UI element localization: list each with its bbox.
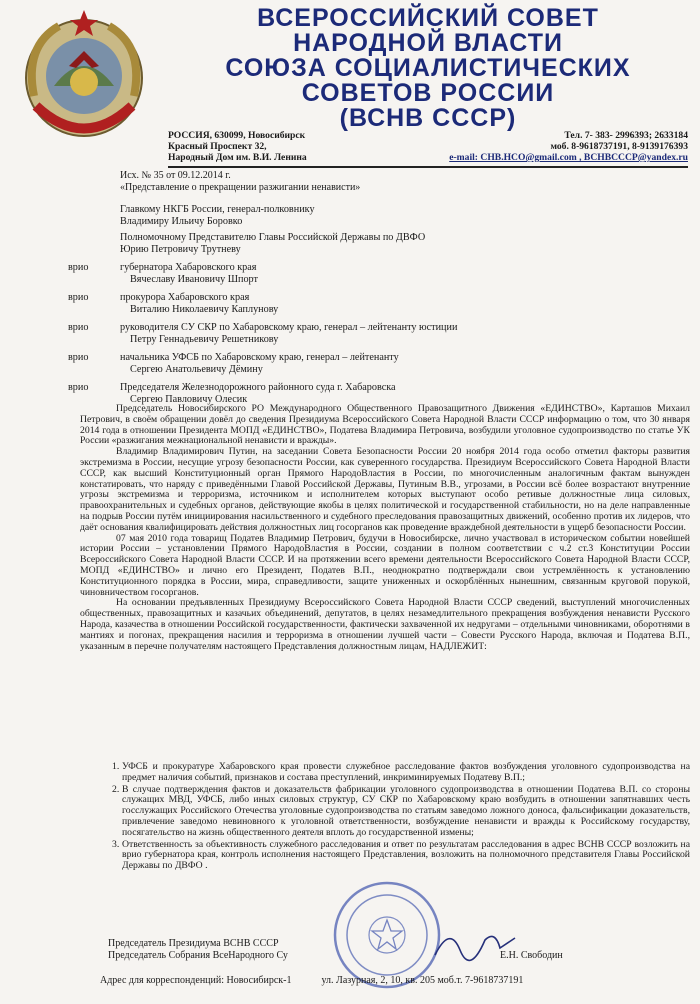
addressee-name: Сергею Павловичу Олесик: [130, 393, 248, 405]
addressee-name: Петру Геннадьевичу Решетникову: [130, 333, 279, 345]
mobile-line: моб. 8-9618737191, 8-9139176393: [550, 141, 688, 152]
organization-title: [168, 6, 688, 131]
title-line-3: СОЮЗА СОЦИАЛИСТИЧЕСКИХ: [225, 54, 631, 82]
address-line-2: Красный Проспект 32,: [168, 141, 267, 152]
body-paragraph: На основании предъявленных Президиуму Всероссийского Совета Народной Власти СССР сведений, выступлений многочисленных общественных, правозащитных и казачьих объединений, депутатов, в целях незамедлительного прекращения возбуждения ненависти Русского Народа, казачества в отношении Российской государственности, фактически захваченной их недругами – отдельными чиновниками, оборотнями в мантиях и погонах, прекращения насилия и терроризма в отношении лучшей части – Совести Русского Народа, включая и Податева В.П., указанным в перечне получателям настоящего Представления должностным лицам, НАДЛЕЖИТ:: [80, 597, 690, 652]
ussr-coat-of-arms-emblem: [14, 6, 154, 158]
signatory-title-1: Председатель Президиума ВСНВ СССР: [108, 938, 279, 949]
handwritten-signature: [430, 920, 520, 970]
addressee-position: руководителя СУ СКР по Хабаровскому краю, генерал – лейтенанту юстиции: [120, 322, 458, 333]
requirements-list: [80, 762, 690, 873]
item-number: 2.: [112, 783, 120, 795]
letter-body: [80, 404, 690, 652]
outgoing-number: Исх. № 35 от 09.12.2014 г.: [120, 170, 231, 181]
addressee-prefix: врио: [68, 322, 89, 333]
addressee-position: начальника УФСБ по Хабаровскому краю, генерал – лейтенанту: [120, 352, 399, 363]
addressee-name: Владимиру Ильичу Боровко: [120, 215, 243, 227]
addressee-prefix: врио: [68, 352, 89, 363]
contacts: [449, 130, 688, 163]
addressee-position: Председателя Железнодорожного районного суда г. Хабаровска: [120, 382, 396, 393]
title-line-2: НАРОДНОЙ ВЛАСТИ: [293, 29, 563, 57]
body-paragraph: Владимир Владимирович Путин, на заседании Совета Безопасности России 20 ноября 2014 года особо отметил факторы развития экстремизма в России, несущие угрозу безопасности России, как суверенного государства. Президиум Всероссийского Совета Народной Власти СССР, как высший Конституционный орган Прямого НародоВластия в России, по многочисленным аналогичным фактам вынужден констатировать, что наряду с приведёнными Главой Российской Державы, Путиным В.В., угрозами, в России всё более возрастают внутренние угрозы экстремизма и терроризма, источником и исполнителем которых выступают особо ретивые должностные лица силовых, правоохранительных и судебных органов, действующие якобы в целях политической и государственной стабильности, но на деле направленные на подрыв России путём инициирования насильственного и судебного преследования правозащитных движений, особенно против их лидеров, что даёт основания квалифицировать действия должностных лиц госорганов как проведение враждебной деятельности в ущерб безопасности России.: [80, 446, 690, 533]
header-divider: [168, 166, 688, 168]
addressee-position: Главкому НКГБ России, генерал-полковнику: [120, 204, 315, 215]
addressee-prefix: врио: [68, 382, 89, 393]
addressee-name: Виталию Николаевичу Каплунову: [130, 303, 279, 315]
document-subject: «Представление о прекращении разжигании ненависти»: [120, 182, 361, 193]
addressee-position: губернатора Хабаровского края: [120, 262, 257, 273]
correspondence-address: [100, 975, 523, 986]
body-paragraph: Председатель Новосибирского РО Международного Общественного Правозащитного Движения «ЕДИНСТВО», Карташов Михаил Петрович, в своём обращении довёл до сведения Президиума Всероссийского Совета Народной Власти СССР информацию о том, что 30 января 2014 года в отношении Президента МОПД «ЕДИНСТВО», Податева Владимира Петровича, возбудили уголовное судопроизводство по статье УК России «разжигания межнациональной ненависти и вражды».: [80, 403, 690, 447]
signatory-name: Е.Н. Свободин: [500, 950, 563, 961]
official-stamp: [332, 880, 442, 990]
title-line-5: (ВСНВ СССР): [339, 104, 517, 132]
requirement-item: [80, 762, 690, 784]
email-link[interactable]: e-mail: CHB.HCO@gmail.com , BCHBCCCP@yandex.ru: [449, 152, 688, 163]
item-text: Ответственность за объективность служебного расследования и ответ по результатам расследования в адрес ВСНВ СССР возложить на врио губернатора края, контроль исполнения настоящего Представления, возложить на полномочного представителя Главы Российской Державы по ДВФО .: [122, 838, 690, 872]
item-text: В случае подтверждения фактов и доказательств фабрикации уголовного судопроизводства в отношении Податева В.П. со стороны служащих МВД, УФСБ, либо иных силовых структур, СУ СКР по Хабаровскому краю возбудить в отношении запятнавших честь госслужащих Российского Отечества уголовные судопроизводства по статьям заведомо ложного доноса, фальсификации доказательств, привлечение заведомо невиновного к уголовной ответственности, возбуждение ненависти и вражды к Российскому государству, посягательство на жизнь общественного деятеля вплоть до государственной измены;: [122, 783, 690, 838]
requirement-item: [80, 840, 690, 872]
addressee-name: Сергею Анатольевичу Дёмину: [130, 363, 263, 375]
phone-line: Тел. 7- 383- 2996393; 2633184: [564, 130, 688, 141]
item-number: 1.: [112, 761, 120, 772]
address-line-1: РОССИЯ, 630099, Новосибирск: [168, 130, 306, 141]
footer-text-1: Адрес для корреспонденций: Новосибирск-1: [100, 975, 292, 986]
document-reference: [120, 170, 360, 194]
item-number: 3.: [112, 838, 120, 850]
address-line-3: Народный Дом им. В.И. Ленина: [168, 152, 307, 163]
postal-address: [168, 130, 307, 163]
addressee-name: Вячеславу Ивановичу Шпорт: [130, 273, 258, 285]
body-paragraph: 07 мая 2010 года товарищ Податев Владимир Петрович, будучи в Новосибирске, лично участвовал в историческом событии новейшей истории России – установлении Прямого НародоВластия в России, создании в полном соответствии с ч.2 ст.3 Конституции России Всероссийского Совета Народной Власти СССР. И на протяжении всего времени деятельности Всероссийского Совета Народной Власти СССР, МОПД «ЕДИНСТВО» и лично его Президент, Податев В.П., неоднократно подтверждали свои устремлённость к установлению Конституционного порядка в России, мира, справедливости, защите униженных и оскорблённых нынешним, связанным круговой порукой, чиновничеством госорганов.: [80, 532, 690, 598]
addressee-name: Юрию Петровичу Трутневу: [120, 243, 241, 255]
addressee-prefix: врио: [68, 262, 89, 273]
addressee-prefix: врио: [68, 292, 89, 303]
requirement-item: [80, 785, 690, 839]
signature-block: [108, 938, 288, 962]
addressee-position: прокурора Хабаровского края: [120, 292, 250, 303]
title-line-4: СОВЕТОВ РОССИИ: [301, 79, 555, 107]
signatory-title-2: Председатель Собрания ВсеНародного Су: [108, 950, 288, 961]
title-line-1: ВСЕРОССИЙСКИЙ СОВЕТ: [257, 4, 599, 32]
addressee-position: Полномочному Представителю Главы Российской Державы по ДВФО: [120, 232, 426, 243]
item-text: УФСБ и прокуратуре Хабаровского края провести служебное расследование фактов возбуждения уголовного судопроизводства на предмет наличия событий, признаков и состава преступлений, инкриминируемых Податеву В.П.;: [122, 761, 690, 783]
footer-text-2: ул. Лазурная, 2, 10, кв. 205 моб.т. 7-9618737191: [321, 975, 524, 986]
